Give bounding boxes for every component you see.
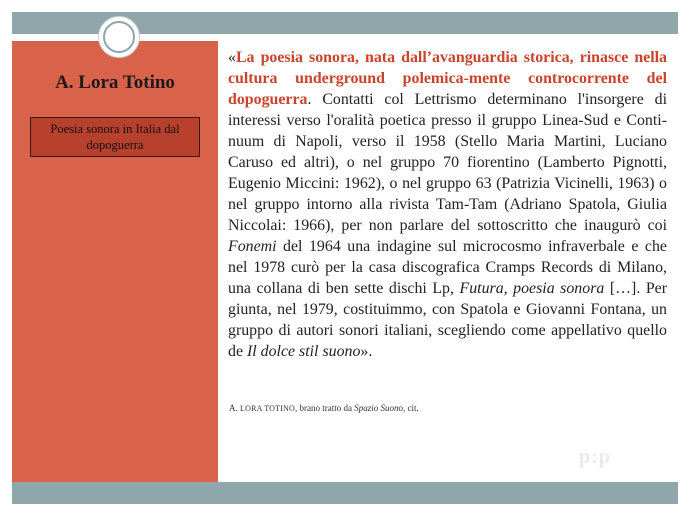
- sidebar-panel: [12, 41, 218, 482]
- quote-body-3: […]. Per giunta, nel 1979, costituimmo, con Spatola e Giovanni Fontana, un gruppo di autori sonori italiani, scegliendo come appellativo quello de: [228, 280, 668, 360]
- watermark-text: p:p: [579, 446, 611, 468]
- citation-suffix: , cit.: [403, 403, 419, 413]
- citation-source: Spazio Suono: [354, 403, 404, 413]
- quote-body-2: del 1964 una indagine sul microcosmo infraverbale e che nel 1978 curò per la casa discografica Cramps Records di Milano, una collana di ben sette dischi Lp,: [228, 238, 667, 297]
- subtitle-box: Poesia sonora in Italia dal dopoguerra: [30, 117, 200, 157]
- quote-open: «: [228, 49, 236, 66]
- citation: [229, 403, 419, 413]
- quote-highlight: La poesia sonora, nata dall’avanguardia storica, rinasce nella cultura underground polemica-mente controcorrente del dopoguerra: [228, 49, 667, 108]
- decorative-circle-icon: [98, 16, 140, 58]
- quote-close: ».: [360, 343, 373, 360]
- quote-italic-dolce: Il dolce stil suono: [246, 343, 361, 360]
- quote-italic-futura: Futura, poesia sonora: [459, 280, 605, 297]
- bottom-decorative-bar: [12, 482, 678, 504]
- citation-prefix: A.: [229, 403, 240, 413]
- quote-italic-fonemi: Fonemi: [228, 238, 277, 255]
- citation-middle: , brano tratto da: [295, 403, 355, 413]
- citation-author: LORA TOTINO: [240, 404, 296, 413]
- author-title: A. Lora Totino: [55, 72, 175, 93]
- quote-body-1: . Contatti col Lettrismo determinano l'insorgere di interessi verso l'oralità poetica presso il gruppo Linea-Sud e Conti-nuum di Napoli, verso il 1958 (Stello Maria Martini, Luciano Caruso ed altri), o nel gruppo 70 fiorentino (Lamberto Pignotti, Eugenio Miccini: 1962), o nel gruppo 63 (Patrizia Vicinelli, 1963) o nel gruppo intorno alla rivista Tam-Tam (Adriano Spatola, Giulia Niccolai: 1966), per non parlare del sottoscritto che inaugurò coi: [228, 91, 667, 234]
- quote-text: [228, 47, 667, 362]
